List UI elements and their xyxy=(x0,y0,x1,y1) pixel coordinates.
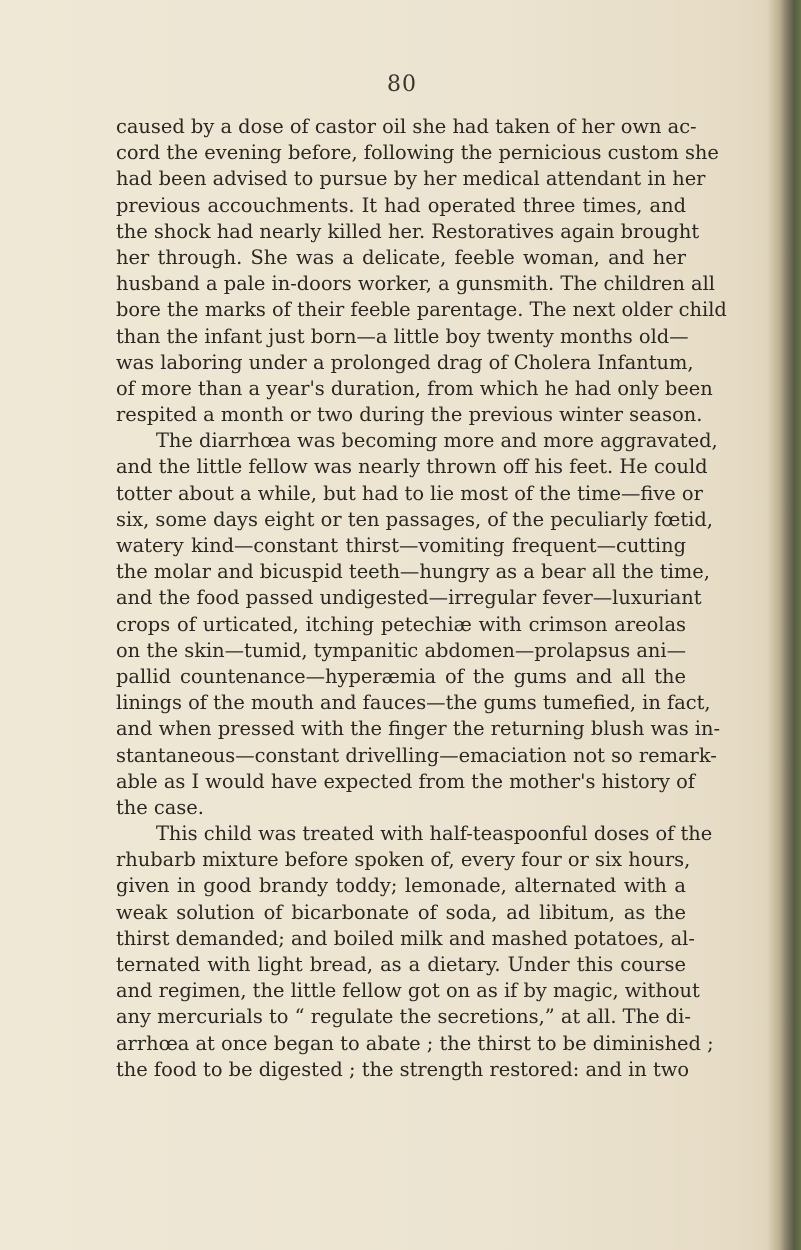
text-line: caused by a dose of castor oil she had taken of her own ac- xyxy=(116,115,697,138)
text-line: able as I would have expected from the mother's history of xyxy=(116,769,695,793)
text-line: and the little fellow was nearly thrown off his feet. He could xyxy=(116,455,708,479)
text-line: the food to be digested ; the strength restored: and in two xyxy=(116,1057,690,1081)
text-line: pallid countenance—hyperæmia of the gums and all the xyxy=(116,664,686,688)
text-line: the case. xyxy=(116,795,204,819)
paragraph xyxy=(116,114,727,428)
paragraph xyxy=(116,428,721,821)
text-line: and regimen, the little fellow got on as if by magic, without xyxy=(116,979,700,1003)
text-line: any mercurials to “ regulate the secretions,” at all. The di- xyxy=(116,1005,691,1029)
body-text xyxy=(116,114,727,1083)
text-line: and when pressed with the finger the returning blush was in- xyxy=(116,717,721,741)
text-line: crops of urticated, itching petechiæ with crimson areolas xyxy=(116,612,686,636)
page-edge-shadow xyxy=(767,0,801,1250)
text-line: the shock had nearly killed her. Restoratives again brought xyxy=(116,219,700,243)
text-line: and the food passed undigested—irregular fever—luxuriant xyxy=(116,586,702,610)
text-line: The diarrhœa was becoming more and more aggravated, xyxy=(156,429,718,453)
text-line: previous accouchments. It had operated three times, and xyxy=(116,193,686,217)
text-line: given in good brandy toddy; lemonade, alternated with a xyxy=(116,874,686,898)
text-line: thirst demanded; and boiled milk and mashed potatoes, al- xyxy=(116,926,695,950)
text-line: the molar and bicuspid teeth—hungry as a bear all the time, xyxy=(116,560,710,584)
text-line: bore the marks of their feeble parentage. The next older child xyxy=(116,298,727,322)
text-line: was laboring under a prolonged drag of Cholera Infantum, xyxy=(116,350,694,374)
text-line: respited a month or two during the previous winter season. xyxy=(116,403,703,427)
text-line: totter about a while, but had to lie most of the time—five or xyxy=(116,481,703,505)
text-line: rhubarb mixture before spoken of, every four or six hours, xyxy=(116,848,691,872)
text-line: weak solution of bicarbonate of soda, ad libitum, as the xyxy=(116,900,686,924)
text-line: arrhœa at once began to abate ; the thirst to be diminished ; xyxy=(116,1031,714,1055)
text-line: six, some days eight or ten passages, of the peculiarly fœtid, xyxy=(116,507,713,531)
page-number: 80 xyxy=(387,72,417,97)
text-line: had been advised to pursue by her medical attendant in her xyxy=(116,167,706,191)
text-line: of more than a year's duration, from which he had only been xyxy=(116,376,713,400)
text-line: cord the evening before, following the pernicious custom she xyxy=(116,141,719,165)
text-line: This child was treated with half-teaspoonful doses of the xyxy=(156,822,713,846)
text-line: her through. She was a delicate, feeble woman, and her xyxy=(116,245,686,269)
text-line: linings of the mouth and fauces—the gums tumefied, in fact, xyxy=(116,691,711,715)
text-line: husband a pale in-doors worker, a gunsmith. The children all xyxy=(116,272,715,296)
paragraph xyxy=(116,821,714,1083)
text-line: than the infant just born—a little boy twenty months old— xyxy=(116,324,689,348)
text-line: ternated with light bread, as a dietary. Under this course xyxy=(116,953,686,976)
text-line: stantaneous—constant drivelling—emaciation not so remark- xyxy=(116,743,717,767)
text-line: watery kind—constant thirst—vomiting frequent—cutting xyxy=(116,534,686,557)
text-line: on the skin—tumid, tympanitic abdomen—prolapsus ani— xyxy=(116,638,686,662)
